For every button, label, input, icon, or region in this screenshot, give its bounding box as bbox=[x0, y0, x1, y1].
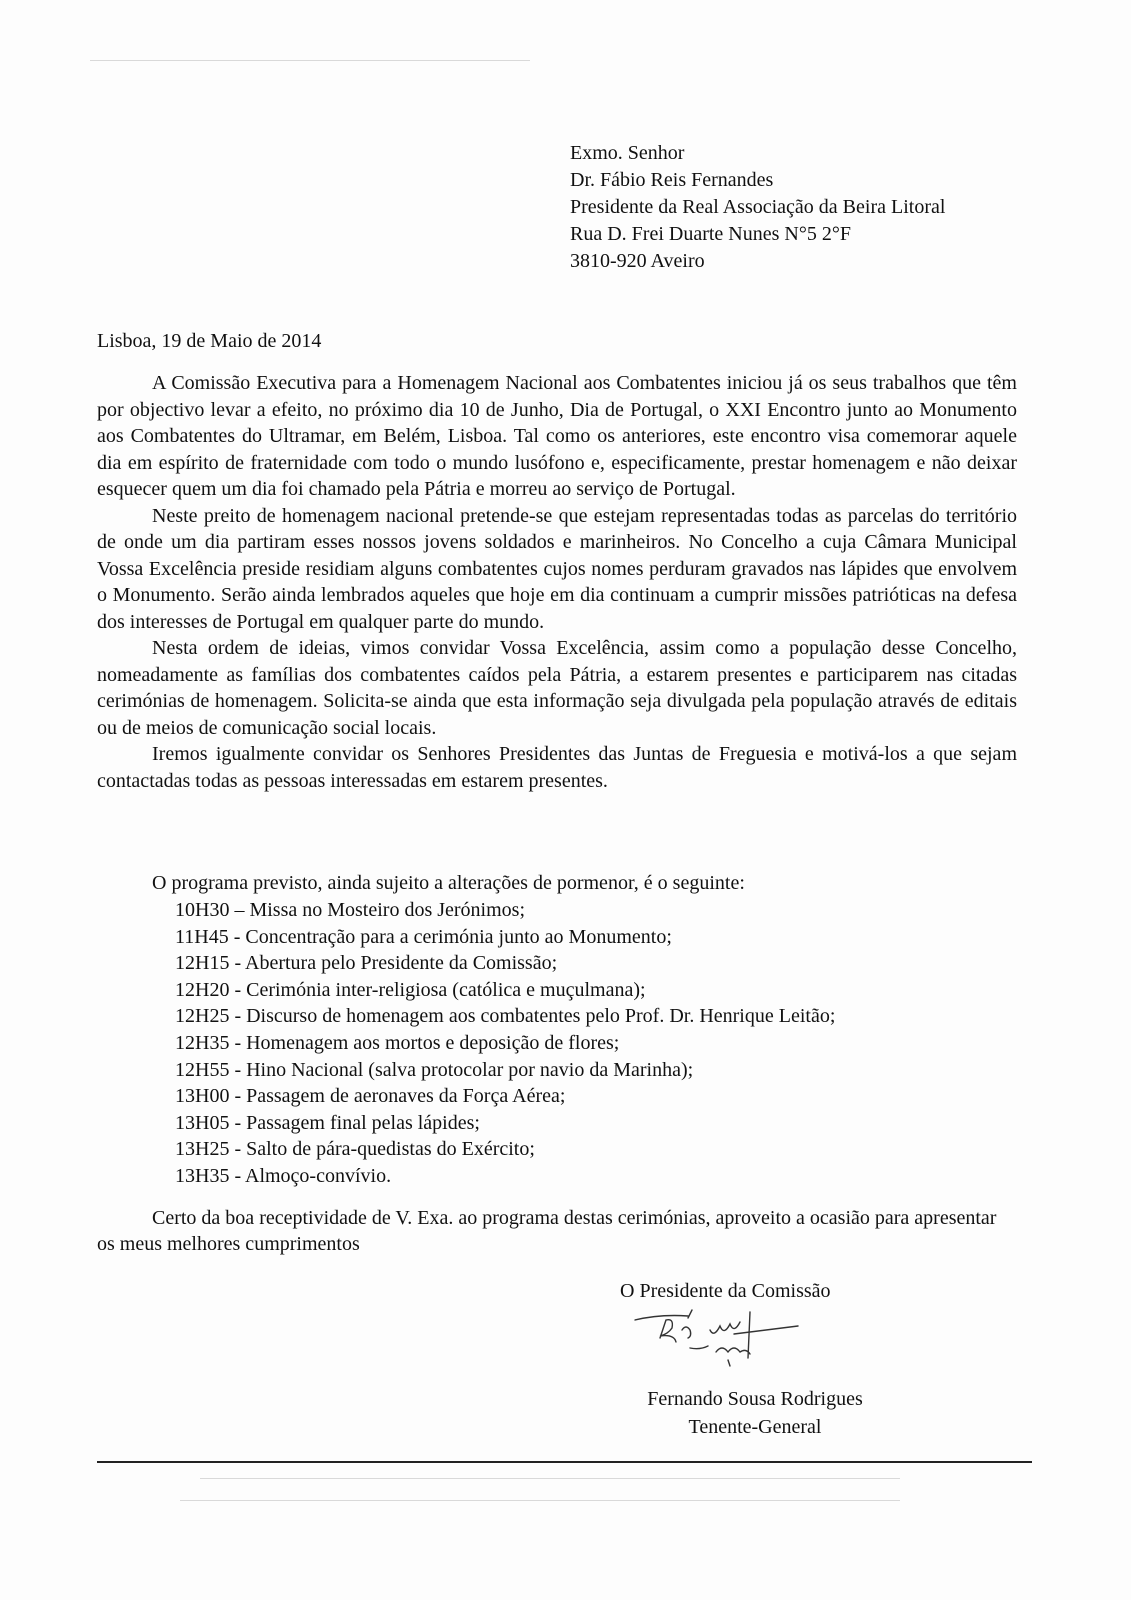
signer-rank: Tenente-General bbox=[688, 1416, 822, 1438]
closing-text: Certo da boa receptividade de V. Exa. ao programa destas cerimónias, aproveito a ocasião para apresentar os meus melhores cumprimentos bbox=[97, 1207, 997, 1255]
program-item: 13H25 - Salto de pára-quedistas do Exército; bbox=[175, 1138, 535, 1161]
faint-footer-line bbox=[200, 1478, 900, 1479]
program-item: 12H15 - Abertura pelo Presidente da Comissão; bbox=[175, 952, 558, 975]
program-item: 12H20 - Cerimónia inter-religiosa (católica e muçulmana); bbox=[175, 978, 646, 1001]
faint-footer-line bbox=[180, 1500, 900, 1501]
program-list bbox=[175, 897, 835, 1190]
program-intro: O programa previsto, ainda sujeito a alterações de pormenor, é o seguinte: bbox=[152, 872, 745, 894]
recipient-address bbox=[570, 140, 945, 275]
recipient-street: Rua D. Frei Duarte Nunes N°5 2°F bbox=[570, 223, 851, 245]
program-item: 12H35 - Homenagem aos mortos e deposição de flores; bbox=[175, 1031, 620, 1054]
paragraph: A Comissão Executiva para a Homenagem Nacional aos Combatentes iniciou já os seus trabalhos que têm por objectivo levar a efeito, no próximo dia 10 de Junho, Dia de Portugal, o XXI Encontro junto ao Monumento aos Combatentes do Ultramar, em Belém, Lisboa. Tal como os anteriores, este encontro visa comemorar aquele dia em espírito de fraternidade com todo o mundo lusófono e, especificamente, prestar homenagem e não deixar esquecer quem um dia foi chamado pela Pátria e morreu ao serviço de Portugal. bbox=[97, 372, 1017, 500]
letter-body bbox=[97, 370, 1017, 794]
program-item: 13H35 - Almoço-convívio. bbox=[175, 1164, 392, 1187]
program-item: 13H00 - Passagem de aeronaves da Força Aérea; bbox=[175, 1085, 566, 1108]
paragraph: Iremos igualmente convidar os Senhores Presidentes das Juntas de Freguesia e motivá-los a que sejam contactadas todas as pessoas interessadas em estarem presentes. bbox=[97, 743, 1017, 792]
recipient-position: Presidente da Real Associação da Beira Litoral bbox=[570, 196, 946, 218]
signer-name: Fernando Sousa Rodrigues bbox=[647, 1388, 863, 1410]
signer-block bbox=[625, 1385, 885, 1441]
faint-header-line bbox=[90, 60, 530, 61]
program-item: 12H25 - Discurso de homenagem aos combatentes pelo Prof. Dr. Henrique Leitão; bbox=[175, 1005, 836, 1028]
program-item: 12H55 - Hino Nacional (salva protocolar por navio da Marinha); bbox=[175, 1058, 694, 1081]
paragraph: Nesta ordem de ideias, vimos convidar Vossa Excelência, assim como a população desse Concelho, nomeadamente as famílias dos combatentes caídos pela Pátria, a estarem presentes e participarem nas citadas cerimónias de homenagem. Solicita-se ainda que esta informação seja divulgada pela população através de editais ou de meios de comunicação social locais. bbox=[97, 637, 1017, 739]
dateline: Lisboa, 19 de Maio de 2014 bbox=[97, 330, 322, 352]
recipient-salutation: Exmo. Senhor bbox=[570, 142, 685, 164]
paragraph: Neste preito de homenagem nacional pretende-se que estejam representadas todas as parcelas do território de onde um dia partiram esses nossos jovens soldados e marinheiros. No Concelho a cuja Câmara Municipal Vossa Excelência preside residiam alguns combatentes cujos nomes perduram gravados nas lápides que envolvem o Monumento. Serão ainda lembrados aqueles que hoje em dia continuam a cumprir missões patrióticas na defesa dos interesses de Portugal em qualquer parte do mundo. bbox=[97, 504, 1017, 633]
program-item: 10H30 – Missa no Mosteiro dos Jerónimos; bbox=[175, 899, 525, 921]
program-item: 11H45 - Concentração para a cerimónia junto ao Monumento; bbox=[175, 925, 672, 948]
recipient-name: Dr. Fábio Reis Fernandes bbox=[570, 169, 774, 191]
program-item: 13H05 - Passagem final pelas lápides; bbox=[175, 1111, 480, 1134]
recipient-postal-code: 3810-920 Aveiro bbox=[570, 250, 705, 272]
closing-paragraph bbox=[97, 1205, 1017, 1257]
footer-divider bbox=[97, 1461, 1032, 1463]
signoff-title: O Presidente da Comissão bbox=[620, 1280, 831, 1302]
handwritten-signature-icon bbox=[630, 1308, 820, 1378]
